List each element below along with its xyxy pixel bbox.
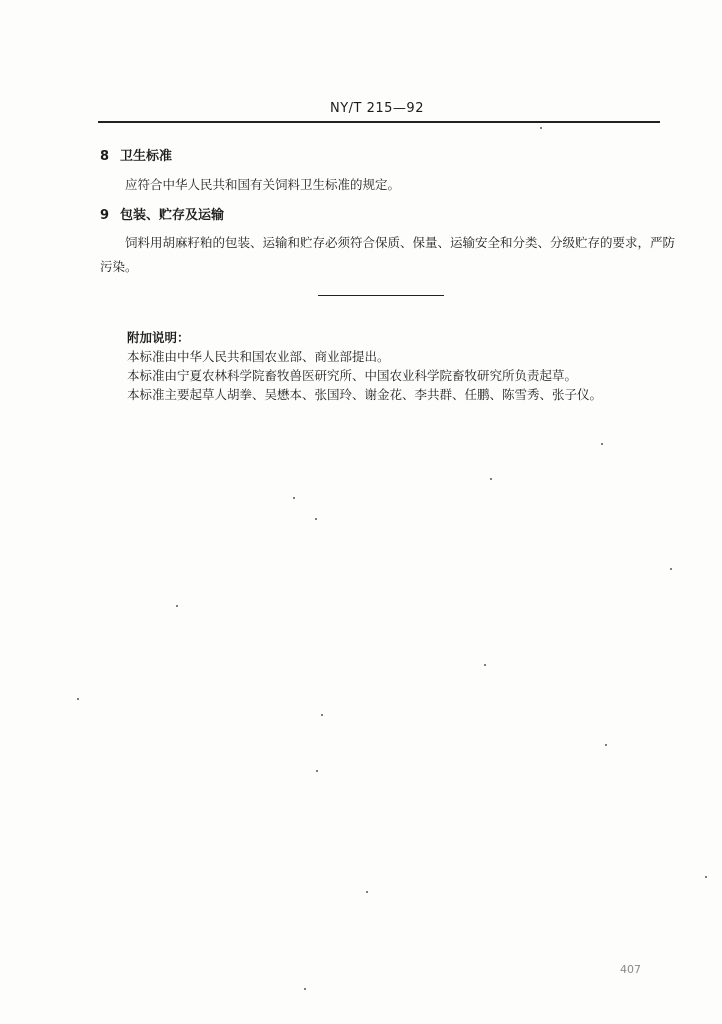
notes-title: 附加说明： <box>127 330 190 345</box>
section-number: 9 <box>100 208 110 223</box>
scan-speck <box>705 876 707 878</box>
separator-rule <box>318 295 444 296</box>
notes-line-1: 本标准由中华人民共和国农业部、商业部提出。 <box>127 349 390 364</box>
notes-line-3: 本标准主要起草人胡拳、吴懋本、张国玲、谢金花、李共群、任鹏、陈雪秀、张子仪。 <box>127 387 603 402</box>
section-9-body-line-2: 污染。 <box>100 259 138 274</box>
scan-speck <box>484 664 486 666</box>
page-number: 407 <box>620 963 641 976</box>
scan-speck <box>540 127 542 129</box>
scan-speck <box>176 605 178 607</box>
scan-speck <box>293 497 295 499</box>
scan-speck <box>315 518 317 520</box>
header-rule <box>98 121 660 123</box>
section-number: 8 <box>100 149 110 164</box>
scan-speck <box>304 988 306 990</box>
scan-speck <box>366 891 368 893</box>
scan-speck <box>601 443 603 445</box>
section-title: 包装、贮存及运输 <box>120 208 225 223</box>
scan-speck <box>605 744 607 746</box>
section-8-heading <box>100 145 172 164</box>
section-title: 卫生标准 <box>120 149 173 164</box>
scan-speck <box>321 714 323 716</box>
section-8-body: 应符合中华人民共和国有关饲料卫生标准的规定。 <box>125 177 401 192</box>
scan-speck <box>77 698 79 700</box>
section-9-body-line-1: 饲料用胡麻籽粕的包装、运输和贮存必须符合保质、保量、运输安全和分类、分级贮存的要求，严防 <box>125 235 676 250</box>
scan-speck <box>316 770 318 772</box>
notes-line-2: 本标准由宁夏农林科学院畜牧兽医研究所、中国农业科学院畜牧研究所负责起草。 <box>127 368 578 383</box>
standard-code-header: NY/T 215—92 <box>330 101 424 116</box>
scan-speck <box>670 568 672 570</box>
section-9-heading <box>100 204 224 223</box>
scan-speck <box>490 478 492 480</box>
